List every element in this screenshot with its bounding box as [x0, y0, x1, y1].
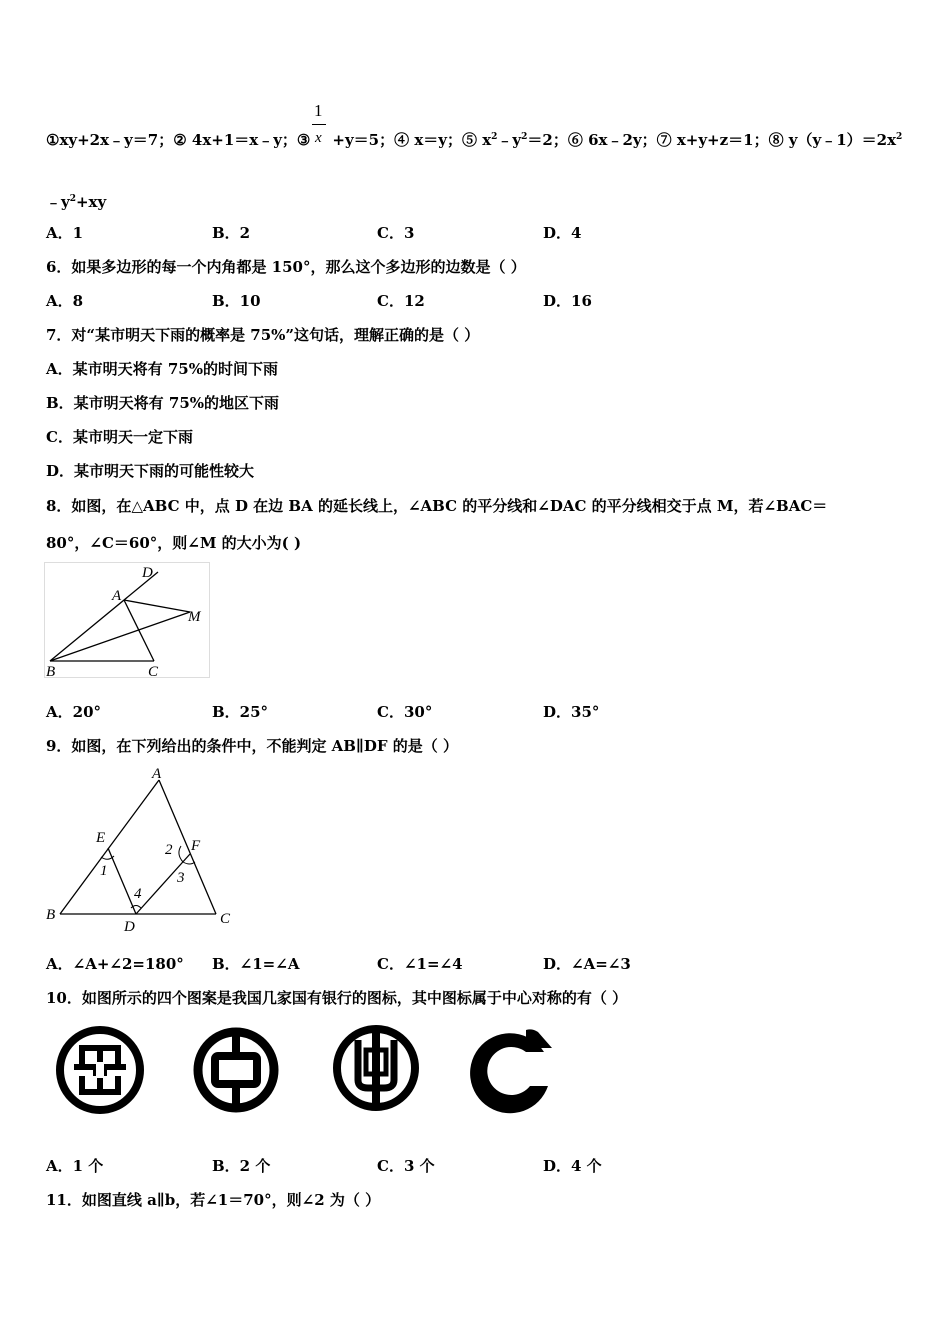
q5-formula-part1: ①xy+2x﹣y＝7；② 4x+1＝x﹣y；③: [46, 131, 311, 149]
label-d: D: [124, 919, 135, 935]
option-b[interactable]: B．2 个: [212, 1157, 271, 1175]
superscript: 2: [521, 132, 528, 142]
q7-choice-a[interactable]: A．某市明天将有 75%的时间下雨: [46, 360, 278, 378]
q10-options: [46, 1156, 906, 1176]
option-c[interactable]: C．∠1=∠4: [377, 955, 463, 973]
option-d[interactable]: D．∠A=∠3: [543, 955, 631, 973]
q6-options: [46, 291, 906, 311]
option-a[interactable]: A．20°: [46, 703, 102, 721]
segment-bm: [50, 612, 190, 661]
option-b[interactable]: B．25°: [212, 703, 269, 721]
q11-stem: 11．如图直线 a∥b，若∠1＝70°，则∠2 为（ ）: [46, 1191, 381, 1209]
q10-stem: 10．如图所示的四个图案是我国几家国有银行的图标，其中图标属于中心对称的有（ ）: [46, 989, 628, 1007]
q7-stem: 7．对“某市明天下雨的概率是 75%”这句话，理解正确的是（ ）: [46, 326, 480, 344]
q5-formula-part3: ﹣y: [497, 131, 522, 149]
label-3: 3: [177, 870, 185, 886]
q5-formula-part2: +y＝5；④ x＝y；⑤ x: [332, 131, 492, 149]
segment-ab: [60, 780, 159, 914]
figure-frame: [45, 563, 210, 678]
option-c[interactable]: C．3: [377, 224, 415, 242]
q8-options: [46, 702, 906, 722]
q9-stem: 9．如图，在下列给出的条件中，不能判定 AB∥DF 的是（ ）: [46, 737, 459, 755]
q8-stem-line2: 80°，∠C＝60°，则∠M 的大小为( ): [46, 534, 302, 552]
fraction-bar: [312, 124, 326, 125]
ccb-logo: [466, 1022, 562, 1118]
option-c[interactable]: C．12: [377, 292, 425, 310]
angle-3-arc: [183, 862, 195, 864]
option-a[interactable]: A．8: [46, 292, 84, 310]
q6-stem: 6．如果多边形的每一个内角都是 150°，那么这个多边形的边数是（ ）: [46, 258, 526, 276]
q9-triangle-figure: [40, 760, 240, 940]
option-b[interactable]: B．2: [212, 224, 251, 242]
label-4: 4: [134, 886, 142, 902]
boc-logo: [188, 1022, 284, 1118]
line-bd: [50, 572, 158, 661]
label-1: 1: [100, 863, 108, 879]
option-c[interactable]: C．3 个: [377, 1157, 435, 1175]
q7-choice-d[interactable]: D．某市明天下雨的可能性较大: [46, 462, 255, 480]
q7-choice-c[interactable]: C．某市明天一定下雨: [46, 428, 193, 446]
fraction-denominator: x: [315, 130, 322, 146]
option-d[interactable]: D．4: [543, 224, 582, 242]
option-d[interactable]: D．16: [543, 292, 592, 310]
label-2: 2: [165, 842, 173, 858]
superscript: 2: [491, 132, 498, 142]
option-d[interactable]: D．4 个: [543, 1157, 602, 1175]
label-d: D: [142, 565, 153, 581]
q5-formula-cont-b: +xy: [75, 193, 107, 211]
option-c[interactable]: C．30°: [377, 703, 433, 721]
option-a[interactable]: A．1 个: [46, 1157, 104, 1175]
option-a[interactable]: A．∠A+∠2=180°: [46, 955, 184, 973]
q5-formula-part4: ＝2；⑥ 6x﹣2y；⑦ x+y+z＝1；⑧ y（y﹣1）＝2x: [527, 131, 897, 149]
option-b[interactable]: B．∠1=∠A: [212, 955, 300, 973]
label-c: C: [220, 911, 231, 927]
label-b: B: [46, 664, 56, 680]
q7-choice-b[interactable]: B．某市明天将有 75%的地区下雨: [46, 394, 280, 412]
label-c: C: [148, 664, 159, 680]
q5-formulas-line: [46, 127, 902, 150]
q5-formulas-continued: [46, 189, 106, 212]
option-d[interactable]: D．35°: [543, 703, 600, 721]
label-b: B: [46, 907, 56, 923]
q5-formula-cont-a: ﹣y: [46, 193, 70, 211]
q5-options: [46, 223, 906, 243]
icbc-logo: [52, 1022, 148, 1118]
q8-stem-line1: 8．如图，在△ABC 中，点 D 在边 BA 的延长线上，∠ABC 的平分线和∠DAC 的平分线相交于点 M，若∠BAC＝: [46, 497, 828, 515]
label-e: E: [96, 830, 106, 846]
segment-am: [124, 600, 190, 612]
superscript: 2: [896, 132, 903, 142]
label-f: F: [191, 838, 201, 854]
option-a[interactable]: A．1: [46, 224, 84, 242]
superscript: 2: [69, 194, 76, 204]
q8-triangle-figure: [44, 562, 212, 682]
label-a: A: [112, 588, 122, 604]
abc-logo: [328, 1020, 424, 1116]
fraction-numerator: 1: [314, 101, 323, 120]
option-b[interactable]: B．10: [212, 292, 261, 310]
q9-options: [46, 954, 906, 974]
label-a: A: [152, 766, 162, 782]
angle-2-arc: [179, 846, 183, 862]
label-m: M: [188, 609, 201, 625]
